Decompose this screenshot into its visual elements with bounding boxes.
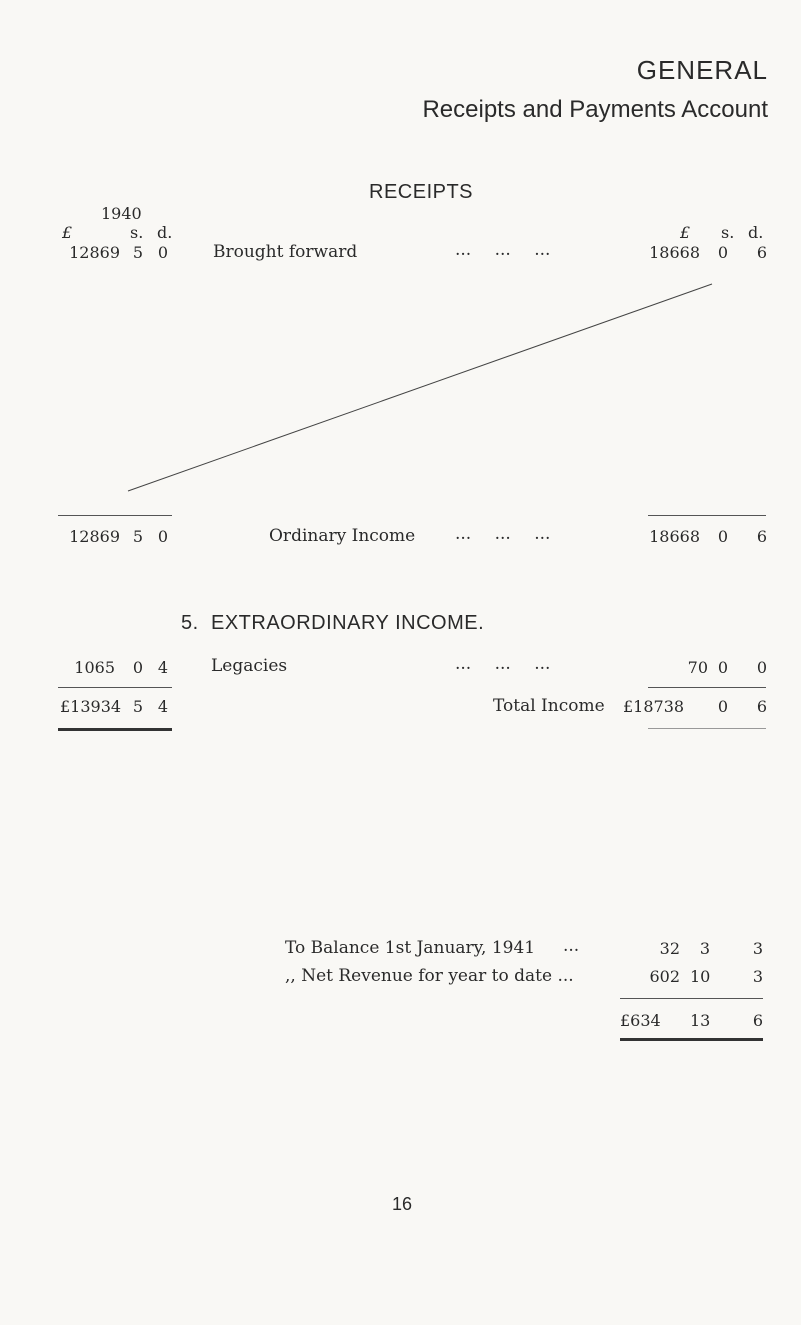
balance-subtotal-rule [620,998,763,999]
right-total-double-rule [648,728,766,729]
total-income-left-shillings: 5 [132,697,143,716]
brought-forward-leader-dots: ... ... ... [455,240,551,260]
balance-row-1-label: To Balance 1st January, 1941 [285,938,536,958]
balance-total-shillings: 13 [690,1011,711,1030]
balance-row-1-pence: 3 [752,939,763,958]
ordinary-income-right-pounds: 18668 [649,527,700,546]
total-income-right-shillings: 0 [717,697,728,716]
right-subtotal-rule [648,515,766,516]
legacies-right-pence: 0 [756,658,767,677]
ordinary-income-left-shillings: 5 [132,527,143,546]
right-pence-unit: d. [748,223,764,242]
balance-row-1-pounds: 32 [659,939,680,958]
brought-forward-left-shillings: 5 [132,243,143,262]
brought-forward-left-pence: 0 [157,243,168,262]
balance-row-2-shillings: 10 [690,967,711,986]
brought-forward-label: Brought forward [213,242,358,262]
right-shillings-unit: s. [721,223,735,242]
ordinary-income-leader-dots: ... ... ... [455,524,551,544]
right-total-rule [648,687,766,688]
left-subtotal-rule [58,515,172,516]
balance-total-double-rule [620,1038,763,1041]
legacies-left-shillings: 0 [132,658,143,677]
left-pence-unit: d. [157,223,173,242]
brought-forward-right-pence: 6 [756,243,767,262]
ordinary-income-left-pounds: 12869 [69,527,120,546]
total-income-left-pence: 4 [157,697,168,716]
page-number: 16 [392,1194,413,1214]
receipts-heading: RECEIPTS [369,181,474,203]
balance-row-1-leader-dots: ... [563,936,580,956]
legacies-left-pounds: 1065 [74,658,115,677]
right-pounds-unit: £ [680,223,691,242]
total-income-right-pence: 6 [756,697,767,716]
extraordinary-heading: EXTRAORDINARY INCOME. [211,612,485,634]
extraordinary-number: 5. [181,612,199,634]
brought-forward-right-pounds: 18668 [649,243,700,262]
brought-forward-left-pounds: 12869 [69,243,120,262]
left-total-rule [58,687,172,688]
balance-row-2-pounds: 602 [649,967,680,986]
balance-row-1-shillings: 3 [699,939,710,958]
ordinary-income-right-pence: 6 [756,527,767,546]
ordinary-income-left-pence: 0 [157,527,168,546]
balance-row-2-label: ,, Net Revenue for year to date ... [285,966,574,986]
legacies-right-pounds: 70 [687,658,708,677]
legacies-right-shillings: 0 [717,658,728,677]
page-title: GENERAL [636,55,768,85]
balance-row-2-pence: 3 [752,967,763,986]
left-pounds-unit: £ [62,223,73,242]
diagonal-strike-line [0,0,801,520]
left-total-double-rule [58,728,172,731]
brought-forward-right-shillings: 0 [717,243,728,262]
total-income-left-pounds: £13934 [60,697,122,716]
total-income-label: Total Income [493,696,605,716]
legacies-left-pence: 4 [157,658,168,677]
balance-total-pence: 6 [752,1011,763,1030]
page-subtitle: Receipts and Payments Account [422,96,768,123]
total-income-right-pounds: £18738 [623,697,685,716]
ordinary-income-label: Ordinary Income [269,526,416,546]
left-shillings-unit: s. [130,223,144,242]
legacies-leader-dots: ... ... ... [455,654,551,674]
left-year-label: 1940 [101,204,142,223]
balance-total-pounds: £634 [620,1011,661,1030]
ordinary-income-right-shillings: 0 [717,527,728,546]
legacies-label: Legacies [211,656,288,676]
